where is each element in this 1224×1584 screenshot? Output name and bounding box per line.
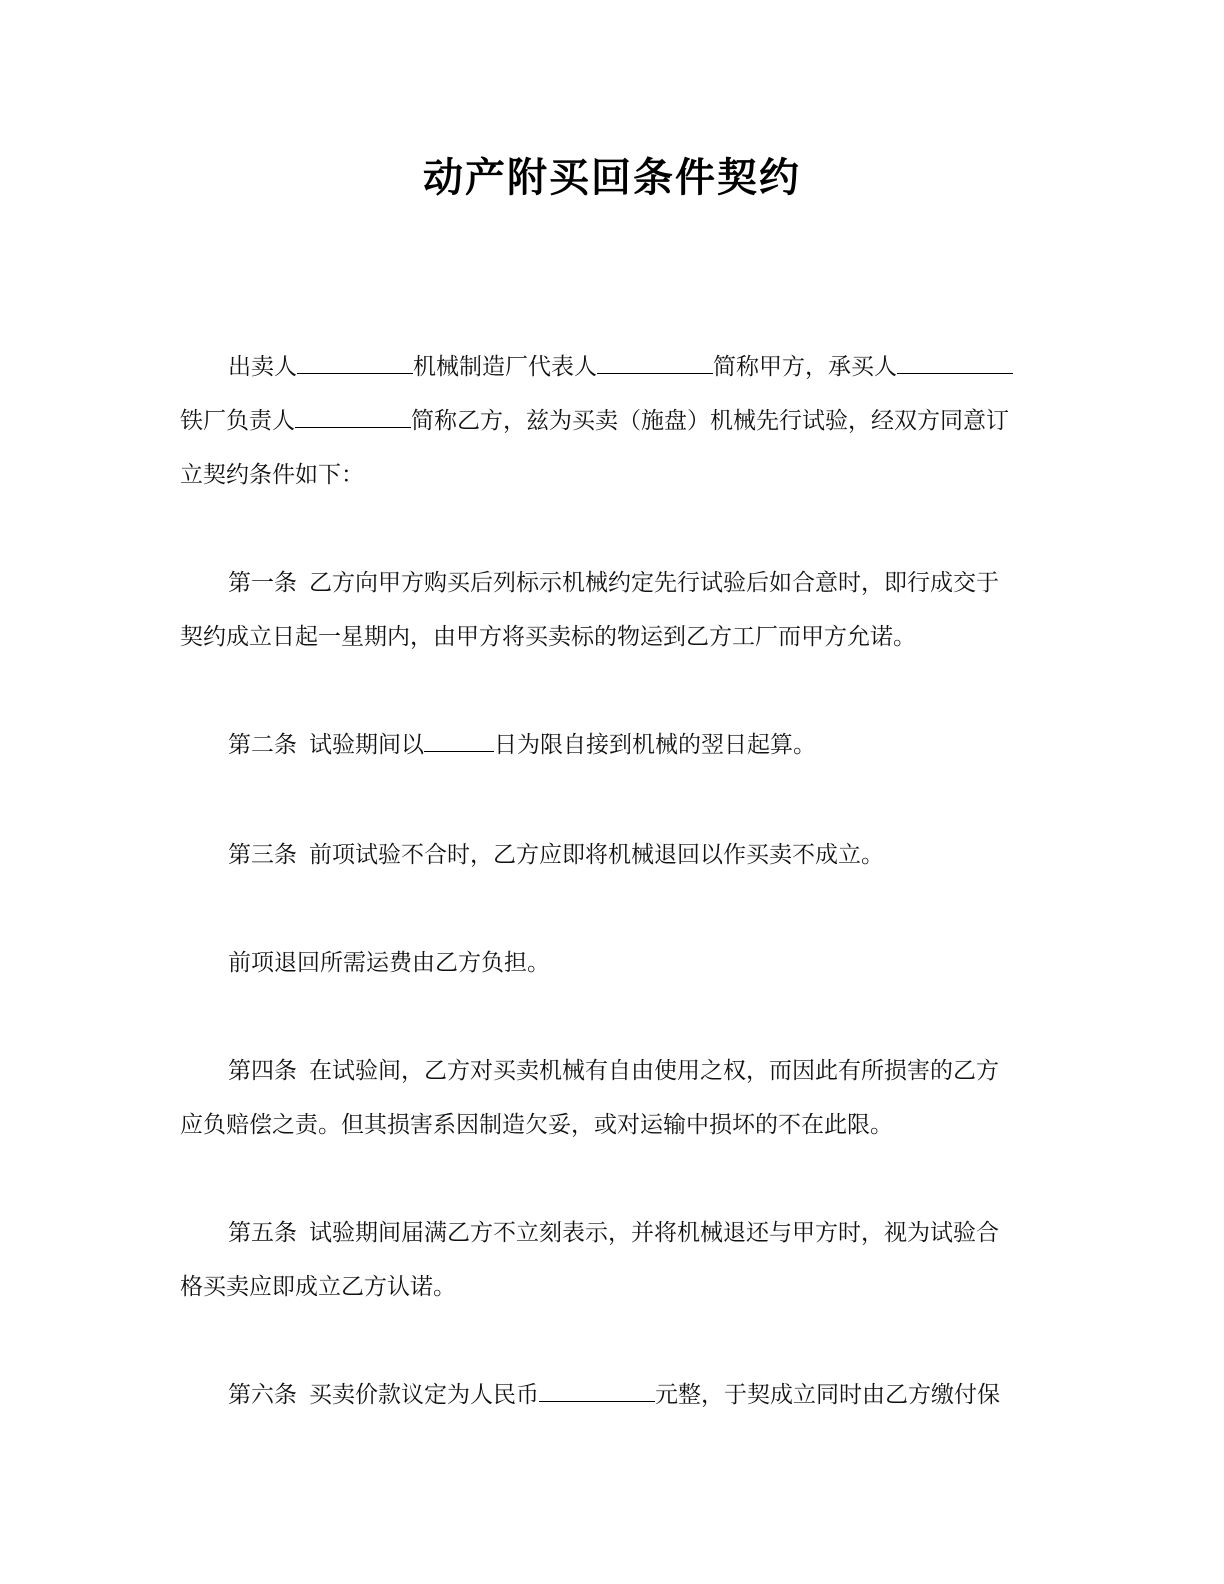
representative-blank[interactable] [597,355,713,374]
article-text: 元整，于契成立同时由乙方缴付保 [655,1382,1000,1408]
article-3-line-2: 前项退回所需运费由乙方负担。 [228,950,550,976]
article-label: 第二条 [228,732,297,758]
preamble-line-1 [228,352,1013,382]
seller-label: 出卖人 [228,354,297,380]
representative-label: 机械制造厂代表人 [413,354,597,380]
article-6-line-1 [228,1380,1000,1410]
days-blank[interactable] [424,733,494,752]
article-label: 第五条 [228,1220,297,1246]
price-blank[interactable] [539,1383,655,1402]
buyer-blank[interactable] [897,355,1013,374]
article-5-line-1 [228,1218,999,1248]
preamble-text: 简称乙方，兹为买卖（施盘）机械先行试验，经双方同意订 [411,408,1009,434]
preamble-line-3: 立契约条件如下： [180,462,364,488]
article-4-line-2: 应负赔偿之责。但其损害系因制造欠妥，或对运输中损坏的不在此限。 [180,1112,893,1138]
seller-blank[interactable] [297,355,413,374]
article-4-line-1 [228,1056,999,1086]
manager-blank[interactable] [295,409,411,428]
preamble-line-2 [180,406,1009,436]
article-2 [228,730,816,760]
article-text: 试验期间以 [309,732,424,758]
article-label: 第三条 [228,842,297,868]
article-3-line-1 [228,840,884,870]
article-text: 试验期间届满乙方不立刻表示，并将机械退还与甲方时，视为试验合 [309,1220,999,1246]
article-text: 前项试验不合时，乙方应即将机械退回以作买卖不成立。 [309,842,884,868]
article-text: 在试验间，乙方对买卖机械有自由使用之权，而因此有所损害的乙方 [309,1058,999,1084]
document-title: 动产附买回条件契约 [423,155,801,201]
article-label: 第六条 [228,1382,297,1408]
article-1-line-1 [228,568,999,598]
article-label: 第一条 [228,570,297,596]
manager-label: 铁厂负责人 [180,408,295,434]
article-text: 买卖价款议定为人民币 [309,1382,539,1408]
article-1-line-2: 契约成立日起一星期内，由甲方将买卖标的物运到乙方工厂而甲方允诺。 [180,624,916,650]
buyer-label: 简称甲方，承买人 [713,354,897,380]
article-5-line-2: 格买卖应即成立乙方认诺。 [180,1274,456,1300]
article-label: 第四条 [228,1058,297,1084]
article-text: 乙方向甲方购买后列标示机械约定先行试验后如合意时，即行成交于 [309,570,999,596]
article-text: 日为限自接到机械的翌日起算。 [494,732,816,758]
